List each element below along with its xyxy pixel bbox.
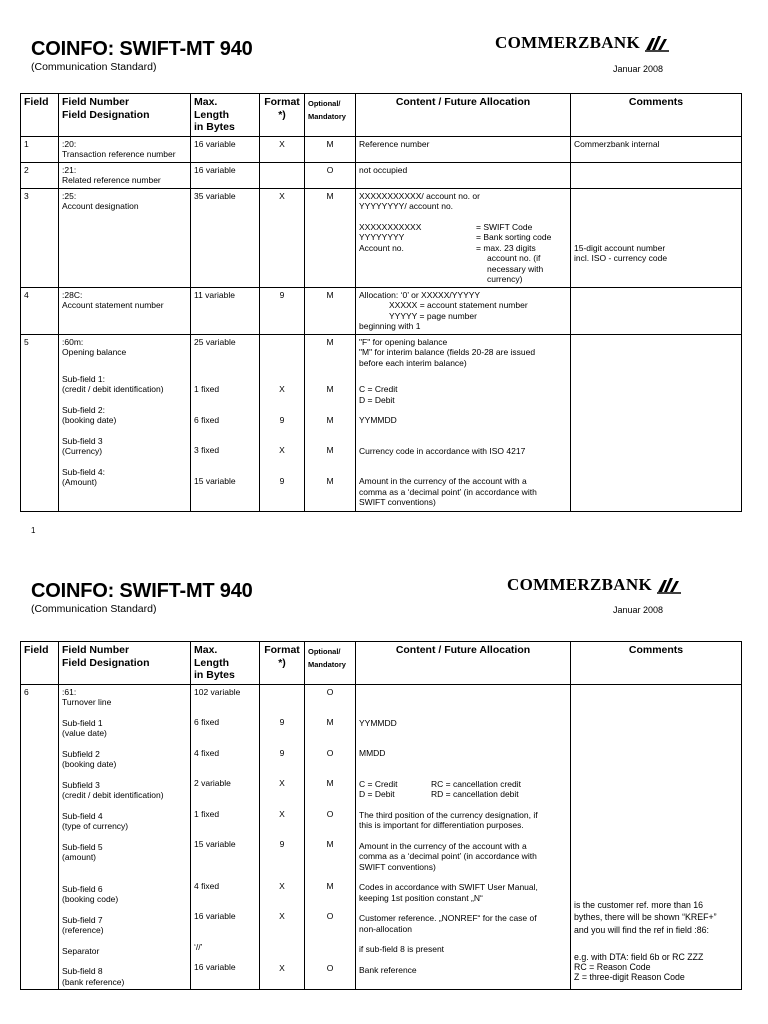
content-line: keeping 1st position constant „N“ — [359, 892, 483, 903]
content-key: Account no. — [359, 242, 404, 253]
subfield-desc: (credit / debit identification) — [62, 790, 164, 800]
header-mandatory-label: Mandatory — [308, 660, 346, 669]
length-value: 4 fixed — [194, 747, 220, 758]
content-line: YYMMDD — [359, 415, 397, 425]
cell-format — [260, 334, 305, 511]
optional-value: M — [326, 414, 334, 425]
cell-comments — [571, 334, 742, 511]
cell-comments: Commerzbank internal — [571, 136, 742, 162]
content-value: = max. 23 digits — [476, 242, 536, 253]
field-designation: Turnover line — [62, 697, 112, 707]
format-value: 9 — [279, 747, 285, 758]
content-line: XXXXX = account statement number — [389, 300, 528, 310]
cell-format — [260, 684, 305, 990]
cell-comments — [571, 684, 742, 990]
subfield-name: Subfield 2 — [62, 748, 100, 759]
page-2 — [0, 548, 768, 1024]
table-row — [21, 684, 742, 990]
cell-length: 11 variable — [191, 287, 260, 334]
cell-optional: M — [305, 287, 356, 334]
cell-length: 35 variable — [191, 188, 260, 287]
header-format — [260, 94, 305, 137]
content-line: "M" for interim balance (fields 20-28 are issued — [359, 347, 536, 357]
content-key: D = Debit — [359, 789, 395, 799]
subfield-name: Sub-field 2: — [62, 404, 105, 415]
content-key: C = Credit — [359, 778, 398, 789]
length-value: 16 variable — [194, 911, 236, 921]
field-tag: :28C: — [62, 289, 83, 300]
commerzbank-ribbon-icon — [656, 576, 682, 594]
page-subtitle: (Communication Standard) — [31, 61, 157, 73]
header-format-label: Format — [264, 96, 300, 108]
subfield-name: Sub-field 5 — [62, 841, 103, 852]
cell-field-number — [59, 188, 191, 287]
length-value: 3 fixed — [194, 445, 220, 455]
length-value: 102 variable — [194, 686, 241, 697]
comment-line: Z = three-digit Reason Code — [574, 972, 685, 982]
table-header-row — [21, 642, 742, 685]
cell-format — [260, 162, 305, 188]
subfield-desc: (value date) — [62, 728, 107, 738]
cell-length — [191, 684, 260, 990]
spec-table — [20, 641, 742, 990]
cell-content: Reference number — [356, 136, 571, 162]
header-length-label: Length — [194, 656, 229, 669]
cell-field-number — [59, 136, 191, 162]
content-value: = SWIFT Code — [476, 221, 533, 232]
subfield-desc: (credit / debit identification) — [62, 384, 164, 394]
content-line: this is important for differentiation purposes. — [359, 820, 524, 830]
format-value: 9 — [279, 717, 285, 727]
subfield-desc: (type of currency) — [62, 821, 129, 831]
header-field-number-label: Field Number — [62, 96, 130, 108]
cell-field: 3 — [21, 188, 59, 287]
length-value: 1 fixed — [194, 808, 220, 819]
header-comments: Comments — [571, 94, 742, 137]
header-length-label: Length — [194, 108, 229, 121]
subfield-desc: (booking date) — [62, 759, 117, 769]
header-field-designation-label: Field Designation — [62, 108, 150, 121]
field-designation: Related reference number — [62, 175, 161, 185]
header-field: Field — [21, 94, 59, 137]
header-max-length — [191, 642, 260, 685]
cell-comments — [571, 287, 742, 334]
optional-value: O — [326, 911, 334, 921]
field-tag: :61: — [62, 686, 77, 697]
optional-value: M — [326, 445, 334, 455]
optional-value: M — [326, 336, 334, 347]
table-row — [21, 136, 742, 162]
content-key: XXXXXXXXXXX — [359, 221, 422, 232]
cell-field-number — [59, 287, 191, 334]
header-optional-label: Optional/ — [308, 647, 341, 656]
content-line: currency) — [487, 274, 523, 284]
cell-length: 16 variable — [191, 162, 260, 188]
content-line: D = Debit — [359, 394, 395, 405]
cell-format: 9 — [260, 287, 305, 334]
length-value: 16 variable — [194, 962, 236, 972]
header-optional-mandatory — [305, 642, 356, 685]
content-line: comma as a ‘decimal point’ (in accordance with — [359, 486, 537, 497]
header-optional-mandatory — [305, 94, 356, 137]
subfield-name: Sub-field 7 — [62, 914, 103, 925]
optional-value: O — [326, 747, 334, 758]
logo-text: COMMERZBANK — [495, 33, 640, 52]
content-line: MMDD — [359, 748, 386, 758]
cell-optional — [305, 334, 356, 511]
subfield-desc: (booking date) — [62, 415, 117, 425]
subfield-desc: (Currency) — [62, 446, 103, 456]
content-line: beginning with 1 — [359, 321, 421, 331]
length-value: 1 fixed — [194, 384, 220, 394]
length-value: 6 fixed — [194, 414, 220, 425]
page-title: COINFO: SWIFT-MT 940 — [31, 580, 253, 602]
header-format-label: Format — [264, 644, 300, 656]
cell-field: 6 — [21, 684, 59, 990]
content-line: account no. (if — [487, 253, 541, 263]
comment-line: bythes, there will be shown “KREF+” — [574, 912, 717, 922]
comment-line: RC = Reason Code — [574, 962, 651, 972]
cell-content — [356, 188, 571, 287]
field-tag: :60m: — [62, 336, 84, 347]
comment-line: incl. ISO - currency code — [574, 253, 668, 263]
cell-format: X — [260, 188, 305, 287]
cell-field: 5 — [21, 334, 59, 511]
comment-line: 15-digit account number — [574, 242, 666, 253]
format-value: X — [279, 911, 285, 921]
content-line: comma as a ‘decimal point’ (in accordance with — [359, 851, 537, 861]
commerzbank-logo — [495, 33, 670, 53]
format-value — [263, 687, 301, 698]
header-mandatory-label: Mandatory — [308, 112, 346, 121]
content-line: SWIFT conventions) — [359, 497, 436, 507]
header-content: Content / Future Allocation — [356, 94, 571, 137]
document-date: Januar 2008 — [613, 64, 664, 74]
content-key: YYYYYYYY — [359, 232, 405, 242]
optional-value: M — [326, 778, 334, 788]
subfield-desc: (bank reference) — [62, 976, 125, 987]
optional-value: O — [326, 808, 334, 819]
subfield-desc: (Amount) — [62, 477, 97, 487]
content-line: Codes in accordance with SWIFT User Manual, — [359, 882, 538, 892]
field-tag: :25: — [62, 190, 77, 201]
header-optional-label: Optional/ — [308, 99, 341, 108]
content-line: non-allocation — [359, 923, 412, 934]
content-line: Allocation: ‘0’ or XXXXX/YYYYY — [359, 289, 481, 300]
header-max-label: Max. — [194, 96, 218, 108]
format-value: X — [279, 445, 285, 455]
content-line: "F" for opening balance — [359, 336, 448, 347]
header-field-number — [59, 94, 191, 137]
cell-field: 4 — [21, 287, 59, 334]
header-format — [260, 642, 305, 685]
commerzbank-ribbon-icon — [644, 34, 670, 52]
field-tag: :21: — [62, 164, 77, 175]
comment-line: e.g. with DTA: field 6b or RC ZZZ — [574, 952, 704, 962]
subfield-name: Sub-field 3 — [62, 435, 103, 446]
cell-field-number — [59, 684, 191, 990]
content-line: YYMMDD — [359, 717, 397, 728]
format-value: X — [279, 778, 285, 788]
field-designation: Account statement number — [62, 300, 164, 310]
cell-field: 1 — [21, 136, 59, 162]
length-value: 15 variable — [194, 839, 236, 849]
content-line: if sub-field 8 is present — [359, 944, 445, 954]
header-format-star: *) — [278, 108, 286, 121]
format-value: X — [279, 962, 285, 973]
commerzbank-logo — [507, 575, 682, 595]
table-row — [21, 334, 742, 511]
page-number: 1 — [31, 526, 36, 535]
length-value: 25 variable — [194, 336, 236, 347]
length-value: 2 variable — [194, 778, 231, 788]
header-field-number — [59, 642, 191, 685]
content-line: XXXXXXXXXXX/ account no. or — [359, 190, 480, 201]
subfield-name: Sub-field 4: — [62, 466, 105, 477]
cell-optional: O — [305, 162, 356, 188]
cell-content — [356, 334, 571, 511]
cell-content — [356, 287, 571, 334]
format-value: 9 — [279, 839, 285, 849]
header-field-designation-label: Field Designation — [62, 656, 150, 669]
table-row — [21, 188, 742, 287]
subfield-name: Sub-field 1: — [62, 373, 105, 384]
content-line: YYYYY = page number — [389, 310, 477, 321]
header-field: Field — [21, 642, 59, 685]
content-line: before each interim balance) — [359, 357, 467, 368]
optional-value: M — [326, 880, 334, 891]
optional-value: M — [326, 717, 334, 727]
length-value: 6 fixed — [194, 717, 220, 727]
content-line: Amount in the currency of the account with a — [359, 476, 527, 486]
header-bytes-label: in Bytes — [194, 669, 235, 681]
length-value: 4 fixed — [194, 880, 220, 891]
length-value: ‘//’ — [194, 941, 203, 952]
cell-content: not occupied — [356, 162, 571, 188]
optional-value: M — [326, 475, 334, 486]
logo-text: COMMERZBANK — [507, 575, 652, 594]
field-designation: Account designation — [62, 201, 139, 211]
page-title: COINFO: SWIFT-MT 940 — [31, 38, 253, 60]
length-value: 15 variable — [194, 475, 236, 486]
cell-content — [356, 684, 571, 990]
header-content: Content / Future Allocation — [356, 642, 571, 685]
page-subtitle: (Communication Standard) — [31, 603, 157, 615]
optional-value: M — [326, 384, 334, 394]
optional-value: O — [326, 962, 334, 973]
subfield-desc: (booking code) — [62, 894, 119, 904]
cell-optional: M — [305, 188, 356, 287]
cell-comments — [571, 162, 742, 188]
format-value: 9 — [279, 414, 285, 425]
content-value: RD = cancellation debit — [431, 789, 519, 799]
format-value: X — [279, 384, 285, 394]
content-line: Customer reference. „NONREF“ for the case of — [359, 913, 537, 923]
subfield-name: Subfield 3 — [62, 779, 100, 790]
cell-length — [191, 334, 260, 511]
header-comments: Comments — [571, 642, 742, 685]
table-row — [21, 162, 742, 188]
content-line: Bank reference — [359, 964, 417, 975]
content-line: YYYYYYYY/ account no. — [359, 201, 454, 211]
spec-table — [20, 93, 742, 512]
cell-optional: M — [305, 136, 356, 162]
optional-value: O — [326, 686, 334, 697]
subfield-name: Sub-field 1 — [62, 717, 103, 728]
optional-value: M — [326, 839, 334, 849]
format-value: X — [279, 880, 285, 891]
content-line: The third position of the currency designation, if — [359, 809, 538, 820]
cell-field-number — [59, 334, 191, 511]
content-line: SWIFT conventions) — [359, 861, 436, 872]
header-bytes-label: in Bytes — [194, 121, 235, 133]
comment-line: and you will find the ref in field :86: — [574, 924, 709, 935]
cell-format: X — [260, 136, 305, 162]
content-line: Amount in the currency of the account with a — [359, 840, 527, 851]
cell-comments — [571, 188, 742, 287]
subfield-desc: (reference) — [62, 925, 104, 935]
subfield-name: Sub-field 8 — [62, 966, 103, 976]
content-value: = Bank sorting code — [476, 232, 552, 242]
content-line: Currency code in accordance with ISO 4217 — [359, 445, 526, 456]
subfield-name: Sub-field 6 — [62, 883, 103, 894]
field-designation: Transaction reference number — [62, 149, 176, 159]
content-value: RC = cancellation credit — [431, 778, 522, 789]
format-value: 9 — [279, 475, 285, 486]
comment-line: is the customer ref. more than 16 — [574, 899, 704, 910]
content-line: necessary with — [487, 263, 544, 274]
content-line: C = Credit — [359, 384, 398, 394]
cell-length: 16 variable — [191, 136, 260, 162]
cell-optional — [305, 684, 356, 990]
header-format-star: *) — [278, 656, 286, 669]
field-designation: Opening balance — [62, 347, 127, 357]
cell-field-number — [59, 162, 191, 188]
header-max-label: Max. — [194, 644, 218, 656]
cell-field: 2 — [21, 162, 59, 188]
subfield-desc: (amount) — [62, 852, 97, 862]
table-row — [21, 287, 742, 334]
table-header-row — [21, 94, 742, 137]
subfield-name: Sub-field 4 — [62, 810, 103, 821]
format-value — [263, 337, 301, 348]
subfield-name: Separator — [62, 945, 100, 956]
header-field-number-label: Field Number — [62, 644, 130, 656]
field-tag: :20: — [62, 138, 77, 149]
header-max-length — [191, 94, 260, 137]
format-value: X — [279, 808, 285, 819]
document-date: Januar 2008 — [613, 605, 664, 615]
